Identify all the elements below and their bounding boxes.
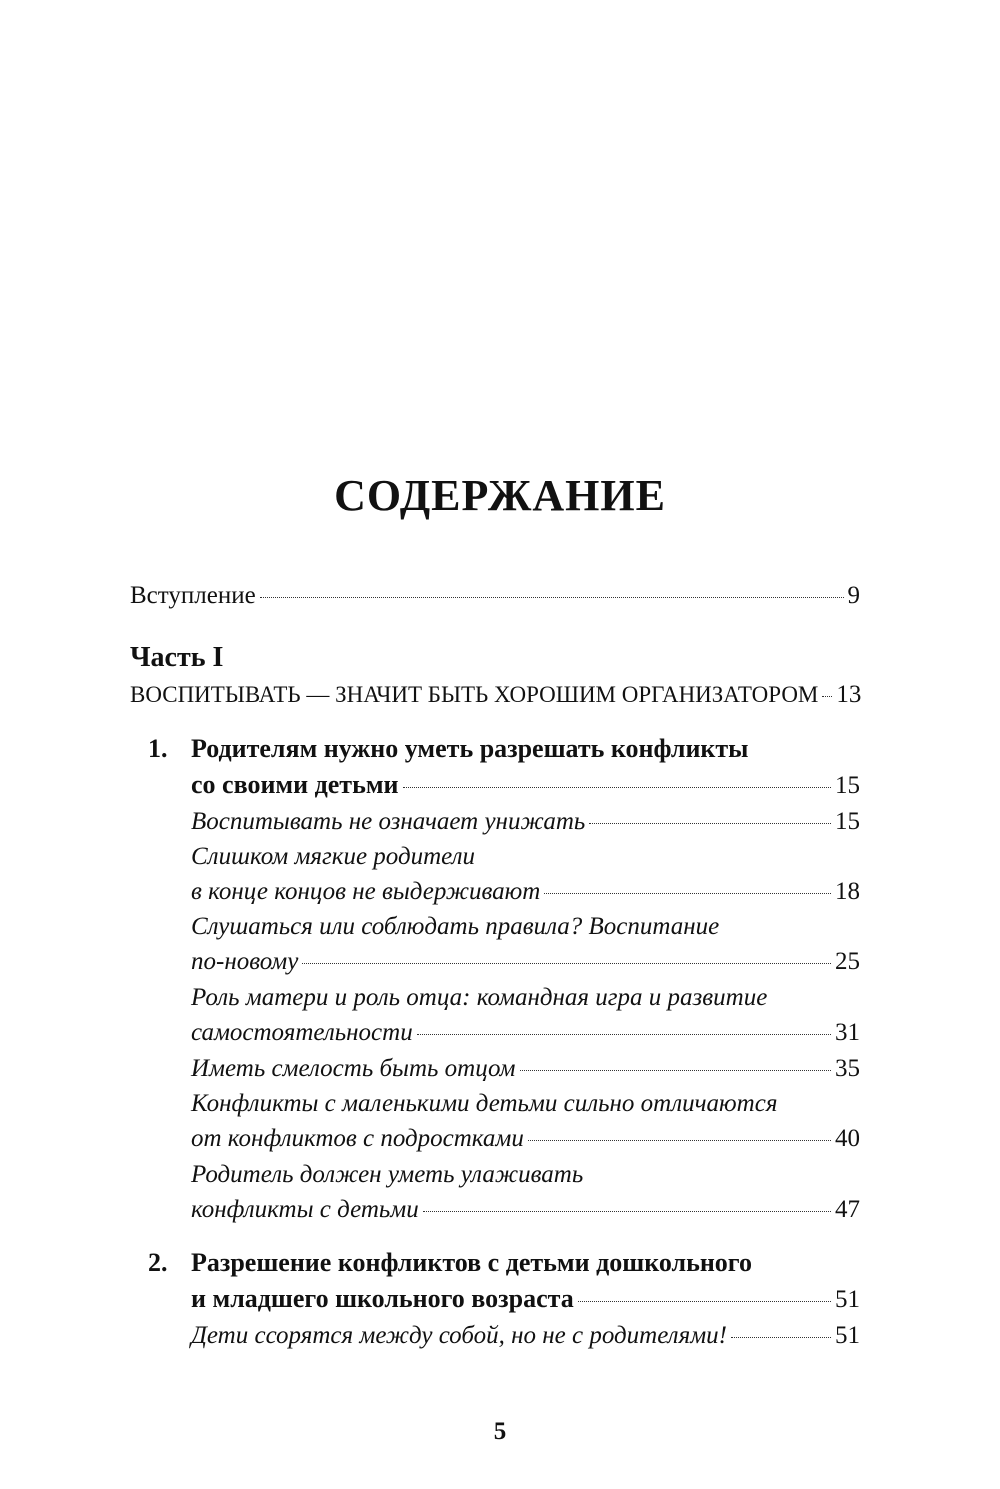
toc-page-number: 51 (835, 1322, 860, 1349)
toc-page-number: 47 (835, 1196, 860, 1223)
section-title: конфликты с детьми (191, 1196, 419, 1223)
toc-section-entry[interactable] (191, 1019, 860, 1047)
toc-section-entry[interactable] (191, 1322, 860, 1350)
dot-leader (578, 1301, 831, 1302)
toc-section-entry[interactable] (191, 1125, 860, 1153)
section-title: Дети ссорятся между собой, но не с родителями! (191, 1322, 727, 1349)
toc-entry-intro[interactable] (130, 582, 860, 610)
section-title-line: Слишком мягкие родители (191, 843, 476, 870)
dot-leader (589, 823, 831, 824)
toc-page-number: 9 (847, 582, 860, 609)
toc-page-number: 25 (835, 948, 860, 975)
section-title: Иметь смелость быть отцом (191, 1055, 516, 1082)
chapter-title-line: со своими детьми (191, 770, 399, 799)
toc-entry-chapter1[interactable] (191, 770, 860, 800)
page-number: 5 (493, 1418, 507, 1445)
chapter-title-line: и младшего школьного возраста (191, 1284, 574, 1313)
section-title-line: Родитель должен уметь улаживать (191, 1161, 584, 1188)
part-heading: Часть I (130, 642, 224, 673)
dot-leader (260, 597, 844, 598)
chapter-number: 1. (148, 734, 168, 763)
page-title: СОДЕРЖАНИЕ (334, 471, 666, 520)
dot-leader (302, 963, 831, 964)
toc-page-number: 35 (835, 1055, 860, 1082)
section-title: по-новому (191, 948, 299, 975)
chapter-number: 2. (148, 1248, 168, 1277)
dot-leader (423, 1211, 831, 1212)
chapter-title-line: Родителям нужно уметь разрешать конфликты (191, 734, 749, 763)
toc-section-entry[interactable] (191, 808, 860, 836)
dot-leader (544, 893, 831, 894)
dot-leader (822, 696, 832, 697)
toc-page-number: 18 (835, 878, 860, 905)
toc-section-entry[interactable] (191, 948, 860, 976)
section-title: в конце концов не выдерживают (191, 878, 541, 905)
section-title: самостоятельности (191, 1019, 413, 1046)
dot-leader (403, 787, 831, 788)
toc-page-number: 40 (835, 1125, 860, 1152)
toc-section-entry[interactable] (191, 1196, 860, 1224)
toc-section-entry[interactable] (191, 1055, 860, 1083)
toc-entry-label: Вступление (130, 582, 256, 609)
toc-entry-label: ВОСПИТЫВАТЬ — ЗНАЧИТ БЫТЬ ХОРОШИМ ОРГАНИЗАТОРОМ (130, 682, 819, 707)
toc-entry-part1[interactable] (130, 681, 860, 709)
section-title-line: Конфликты с маленькими детьми сильно отличаются (191, 1090, 778, 1117)
toc-page-number: 15 (835, 808, 860, 835)
dot-leader (417, 1034, 831, 1035)
dot-leader (528, 1140, 831, 1141)
section-title-line: Роль матери и роль отца: командная игра и развитие (191, 984, 768, 1011)
section-title: от конфликтов с подростками (191, 1125, 524, 1152)
chapter-title-line: Разрешение конфликтов с детьми дошкольного (191, 1248, 752, 1277)
toc-page-number: 31 (835, 1019, 860, 1046)
toc-page-number: 51 (835, 1286, 860, 1313)
toc-page-number: 13 (836, 681, 862, 708)
section-title: Воспитывать не означает унижать (191, 808, 586, 835)
section-title-line: Слушаться или соблюдать правила? Воспитание (191, 913, 720, 940)
toc-entry-chapter2[interactable] (191, 1284, 860, 1314)
toc-page-number: 15 (835, 772, 860, 799)
dot-leader (731, 1337, 831, 1338)
dot-leader (520, 1070, 831, 1071)
toc-section-entry[interactable] (191, 878, 860, 906)
